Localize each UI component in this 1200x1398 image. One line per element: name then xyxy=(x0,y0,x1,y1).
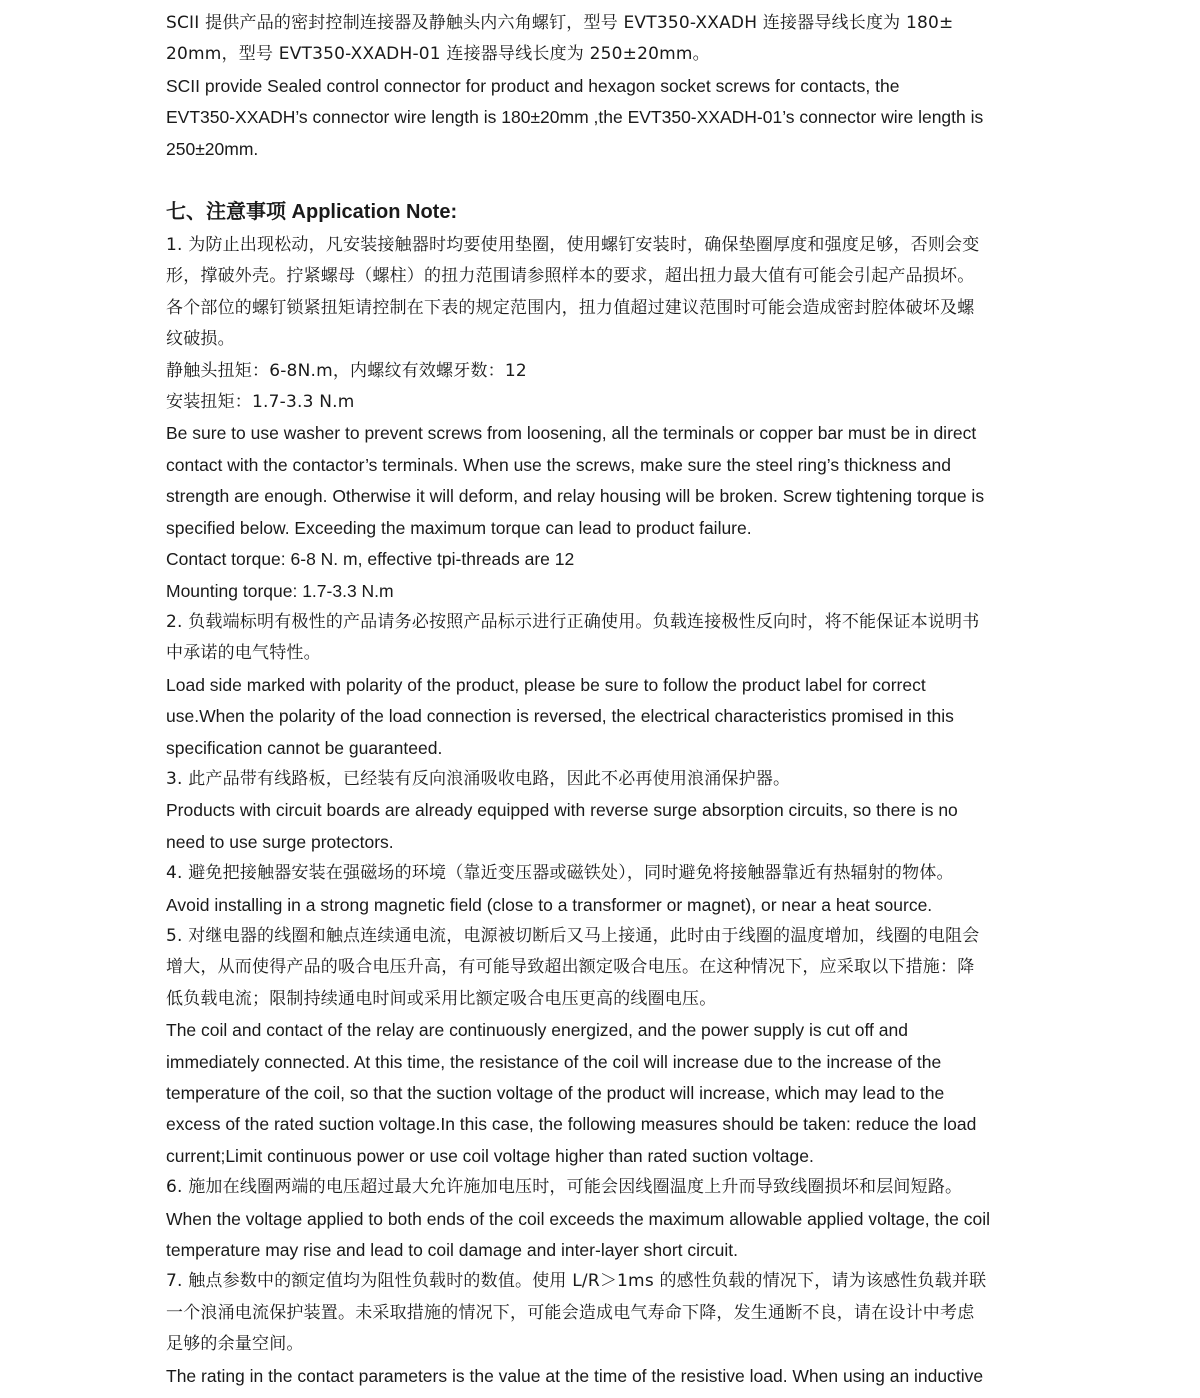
text-line: 纹破损。 xyxy=(166,329,235,350)
text-line: temperature may rise and lead to coil damage and inter-layer short circuit. xyxy=(166,1240,738,1261)
text-line: 7. 触点参数中的额定值均为阻性负载时的数值。使用 L/R＞1ms 的感性负载的情况下，请为该感性负载并联 xyxy=(166,1271,987,1292)
text-line: immediately connected. At this time, the resistance of the coil will increase due to the increase of the xyxy=(166,1051,942,1072)
text-line: Avoid installing in a strong magnetic field (close to a transformer or magnet), or near a heat source. xyxy=(166,894,933,915)
note-2 xyxy=(166,607,1028,764)
text-line: The rating in the contact parameters is the value at the time of the resistive load. When using an inductive xyxy=(166,1365,984,1386)
text-line: need to use surge protectors. xyxy=(166,831,394,852)
text-line: 2. 负载端标明有极性的产品请务必按照产品标示进行正确使用。负载连接极性反向时，将不能保证本说明书 xyxy=(166,611,980,632)
text-line: use.When the polarity of the load connection is reversed, the electrical characteristics promised in this xyxy=(166,706,954,727)
text-line: contact with the contactor’s terminals. When use the screws, make sure the steel ring’s thickness and xyxy=(166,454,951,475)
text-line: Mounting torque: 1.7-3.3 N.m xyxy=(166,580,394,601)
text-line: 足够的余量空间。 xyxy=(166,1334,304,1355)
text-line: 一个浪涌电流保护装置。未采取措施的情况下，可能会造成电气寿命下降，发生通断不良，请在设计中考虑 xyxy=(166,1302,975,1323)
text-line: SCII 提供产品的密封控制连接器及静触头内六角螺钉，型号 EVT350-XXADH 连接器导线长度为 180± xyxy=(166,13,954,33)
text-line: 形，撑破外壳。拧紧螺母（螺柱）的扭力范围请参照样本的要求，超出扭力最大值有可能会引起产品损坏。 xyxy=(166,266,975,287)
text-line: 1. 为防止出现松动，凡安装接触器时均要使用垫圈，使用螺钉安装时，确保垫圈厚度和强度足够，否则会变 xyxy=(166,235,980,256)
text-line: The coil and contact of the relay are continuously energized, and the power supply is cut off and xyxy=(166,1020,908,1041)
text-line: Load side marked with polarity of the product, please be sure to follow the product label for correct xyxy=(166,674,926,695)
intro-paragraph xyxy=(166,8,1028,165)
document-page xyxy=(166,8,1028,1392)
text-line: 低负载电流；限制持续通电时间或采用比额定吸合电压更高的线圈电压。 xyxy=(166,988,717,1009)
text-line: 5. 对继电器的线圈和触点连续通电流，电源被切断后又马上接通，此时由于线圈的温度增加，线圈的电阻会 xyxy=(166,925,980,946)
text-line: specification cannot be guaranteed. xyxy=(166,737,443,758)
text-line: 安装扭矩：1.7-3.3 N.m xyxy=(166,392,355,413)
text-line: 增大，从而使得产品的吸合电压升高，有可能导致超出额定吸合电压。在这种情况下，应采取以下措施：降 xyxy=(166,957,975,978)
text-line: When the voltage applied to both ends of the coil exceeds the maximum allowable applied voltage, the coil xyxy=(166,1208,990,1229)
spacer xyxy=(166,165,1028,195)
text-line: Products with circuit boards are already equipped with reverse surge absorption circuits, so there is no xyxy=(166,800,958,821)
text-line: EVT350-XXADH’s connector wire length is 180±20mm ,the EVT350-XXADH-01’s connector wire length is xyxy=(166,107,984,128)
text-line: 各个部位的螺钉锁紧扭矩请控制在下表的规定范围内，扭力值超过建议范围时可能会造成密封腔体破坏及螺 xyxy=(166,297,975,318)
text-line: 3. 此产品带有线路板，已经装有反向浪涌吸收电路，因此不必再使用浪涌保护器。 xyxy=(166,768,791,789)
section-heading: 七、注意事项 Application Note: xyxy=(166,201,458,224)
text-line: 4. 避免把接触器安装在强磁场的环境（靠近变压器或磁铁处），同时避免将接触器靠近有热辐射的物体。 xyxy=(166,863,954,884)
note-5 xyxy=(166,921,1028,1172)
note-7 xyxy=(166,1266,1028,1392)
text-line: 中承诺的电气特性。 xyxy=(166,643,321,664)
text-line: temperature of the coil, so that the suction voltage of the product will increase, which may lead to the xyxy=(166,1083,945,1103)
text-line: SCII provide Sealed control connector for product and hexagon socket screws for contacts, the xyxy=(166,75,900,96)
note-6 xyxy=(166,1172,1028,1266)
note-3 xyxy=(166,764,1028,858)
text-line: Be sure to use washer to prevent screws from loosening, all the terminals or copper bar must be in direct xyxy=(166,423,977,444)
text-line: specified below. Exceeding the maximum torque can lead to product failure. xyxy=(166,517,752,538)
text-line: Contact torque: 6-8 N. m, effective tpi-threads are 12 xyxy=(166,549,575,570)
text-line: current;Limit continuous power or use coil voltage higher than rated suction voltage. xyxy=(166,1145,814,1166)
note-1 xyxy=(166,230,1028,607)
text-line: 20mm，型号 EVT350-XXADH-01 连接器导线长度为 250±20mm。 xyxy=(166,44,710,65)
text-line: 静触头扭矩：6-8N.m，内螺纹有效螺牙数：12 xyxy=(166,360,527,381)
text-line: strength are enough. Otherwise it will deform, and relay housing will be broken. Screw tightening torque is xyxy=(166,486,985,507)
text-line: 250±20mm. xyxy=(166,138,259,159)
note-4 xyxy=(166,858,1028,921)
text-line: excess of the rated suction voltage.In this case, the following measures should be taken: reduce the load xyxy=(166,1114,977,1135)
text-line: 6. 施加在线圈两端的电压超过最大允许施加电压时，可能会因线圈温度上升而导致线圈损坏和层间短路。 xyxy=(166,1177,963,1198)
